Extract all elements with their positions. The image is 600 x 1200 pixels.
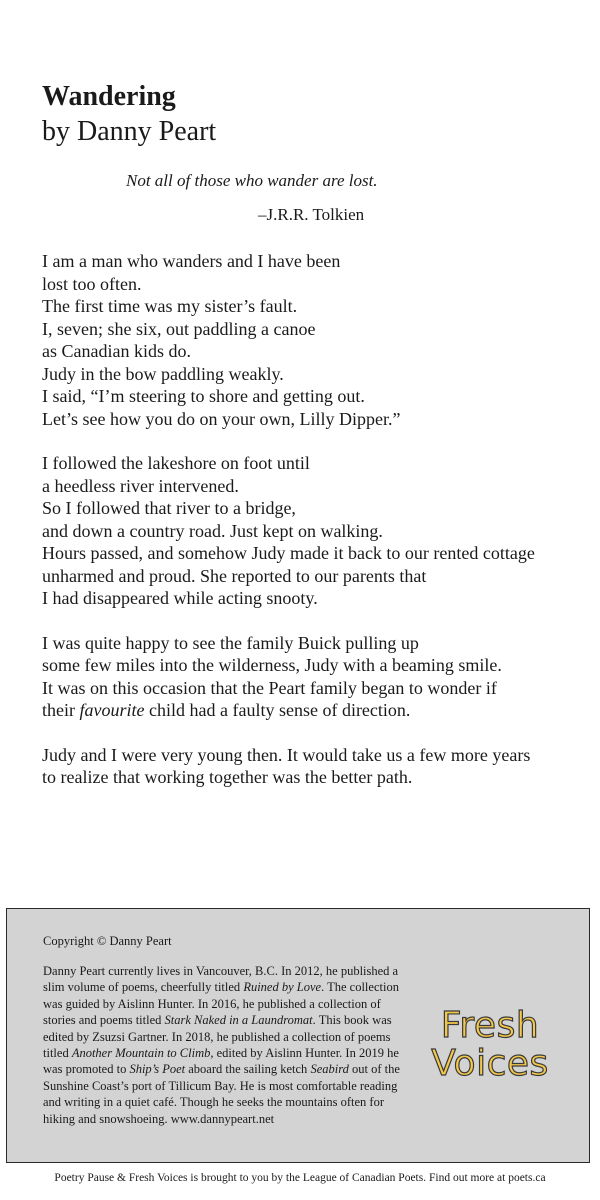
poem-line: The first time was my sister’s fault.	[42, 296, 298, 316]
logo-line-fresh: Fresh	[440, 1005, 540, 1046]
poem-title: Wandering	[42, 81, 176, 112]
poem-line: as Canadian kids do.	[42, 341, 191, 361]
poem-line: their favourite child had a faulty sense of direction.	[42, 700, 411, 720]
poem-line: unharmed and proud. She reported to our parents that	[42, 565, 427, 586]
poem-line: some few miles into the wilderness, Judy with a beaming smile.	[42, 655, 502, 675]
poem-stanza	[42, 452, 582, 610]
poem-line: I followed the lakeshore on foot until	[42, 453, 310, 473]
italic-text: Stark Naked in a Laundromat	[164, 1013, 313, 1028]
author-bio-box	[6, 908, 590, 1163]
italic-text: Ruined by Love	[243, 980, 322, 995]
poem-line: Judy and I were very young then. It would take us a few more years	[42, 744, 531, 765]
author-bio: Danny Peart currently lives in Vancouver, B.C. In 2012, he published a slim volume of poems, cheerfully titled Ruined by Love. The collection was guided by Aislinn Hunter. In 2016, he published a collection of stories and poems titled Stark Naked in a Laundromat. This book was edited by Zsuzsi Gartner. In 2018, he published a collection of poems titled Another Mountain to Climb, edited by Aislinn Hunter. In 2019 he was promoted to Ship’s Poet aboard the sailing ketch Seabird out of the Sunshine Coast’s port of Tillicum Bay. He is most comfortable reading and writing in a quiet café. Though he seeks the mountains often for hiking and snowshoeing. www.dannypeart.net	[43, 964, 400, 1126]
poem-stanza	[42, 632, 582, 722]
italic-text: Seabird	[310, 1062, 349, 1077]
copyright-notice: Copyright © Danny Peart	[43, 934, 172, 948]
poem-line: and down a country road. Just kept on walking.	[42, 520, 383, 541]
poem-line: a heedless river intervened.	[42, 475, 239, 496]
epigraph-quote: Not all of those who wander are lost.	[126, 171, 378, 190]
logo-line-voices: Voices	[431, 1043, 549, 1084]
poem-line: I said, “I’m steering to shore and getting out.	[42, 386, 365, 406]
poem-line: Hours passed, and somehow Judy made it back to our rented cottage	[42, 543, 535, 563]
poem-byline: by Danny Peart	[42, 116, 217, 147]
poem-line: I had disappeared while acting snooty.	[42, 588, 318, 608]
poem-line: It was on this occasion that the Peart family began to wonder if	[42, 677, 497, 698]
poem-line: Let’s see how you do on your own, Lilly Dipper.”	[42, 408, 401, 429]
italic-text: Ship’s Poet	[129, 1062, 186, 1077]
poem-line: I, seven; she six, out paddling a canoe	[42, 318, 316, 339]
fresh-voices-logo	[415, 1007, 565, 1083]
poem-line: Judy in the bow paddling weakly.	[42, 363, 284, 384]
footer-credit: Poetry Pause & Fresh Voices is brought to you by the League of Canadian Poets. Find out more at poets.ca	[54, 1172, 546, 1184]
italic-text: favourite	[79, 700, 145, 720]
epigraph-attribution: –J.R.R. Tolkien	[258, 205, 365, 224]
poem-body	[42, 250, 582, 811]
poem-line: So I followed that river to a bridge,	[42, 498, 296, 518]
poem-stanza	[42, 744, 582, 789]
italic-text: Another Mountain to Climb	[71, 1046, 211, 1061]
poem-line: I was quite happy to see the family Buick pulling up	[42, 632, 419, 653]
poem-stanza	[42, 250, 582, 430]
poem-line: to realize that working together was the better path.	[42, 767, 413, 787]
poem-line: I am a man who wanders and I have been	[42, 251, 341, 271]
poem-line: lost too often.	[42, 273, 142, 294]
